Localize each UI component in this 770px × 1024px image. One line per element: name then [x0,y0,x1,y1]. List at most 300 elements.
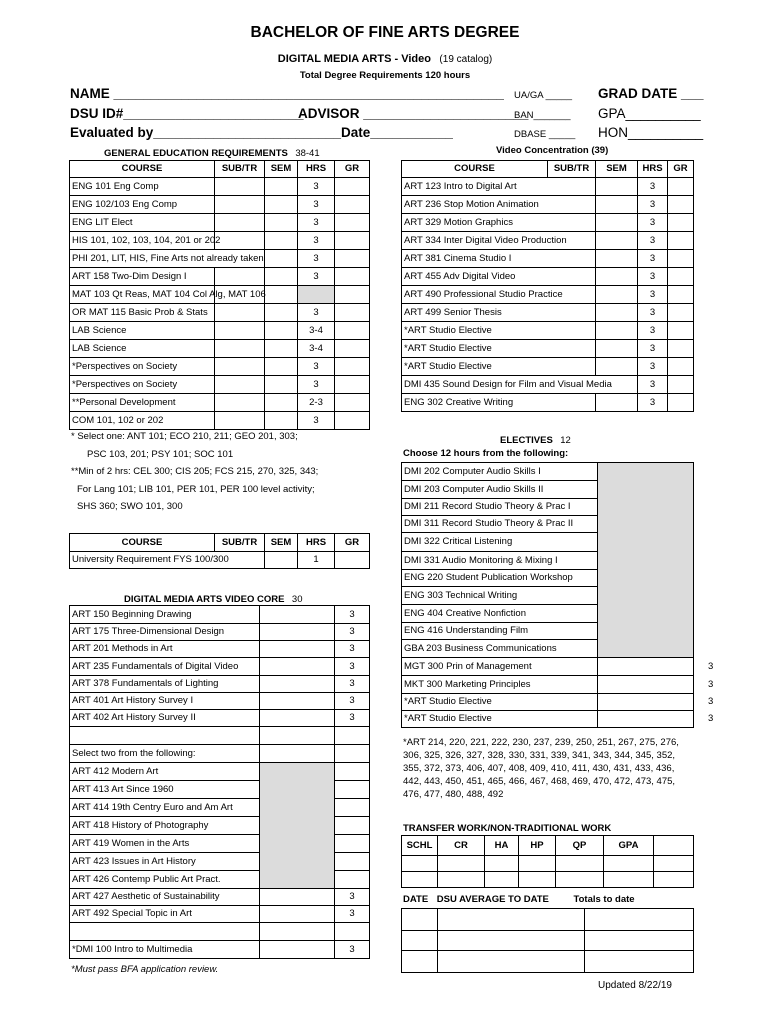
hrs-cell: 2-3 [298,394,335,412]
hrs-cell: 3 [335,641,370,658]
hrs-cell: 3 [335,693,370,710]
table-row [70,676,370,693]
course-cell: *ART Studio Elective [402,322,548,340]
catalog-year: (19 catalog) [439,54,493,65]
name-field[interactable]: NAME ____________________________________________________ [70,86,504,101]
sem-cell[interactable] [265,196,298,214]
subtr-cell[interactable] [215,196,265,214]
table-row [70,727,370,745]
gen-ed-note-line: SHS 360; SWO 101, 300 [77,501,183,512]
course-cell: DMI 322 Critical Listening [402,533,598,552]
subtr-header: SUB/TR [215,534,265,552]
hrs-cell: 3 [298,304,335,322]
hrs-cell: 3 [298,268,335,286]
hrs-cell [335,745,370,763]
course-cell: ENG 302 Creative Writing [402,394,548,412]
hrs-cell [335,727,370,745]
table-row [70,606,370,624]
table-row [70,710,370,727]
subtr-cell[interactable] [215,214,265,232]
table-row [402,463,694,481]
sem-cell[interactable] [265,322,298,340]
table-row [402,694,694,711]
course-cell: *ART Studio Elective [402,711,598,728]
sem-cell[interactable] [265,552,298,569]
gr-header: GR [335,534,370,552]
grade-cell[interactable] [335,412,370,430]
hrs-cell: 3 [638,394,668,412]
course-cell: OR MAT 115 Basic Prob & Stats [70,304,215,322]
table-header-row [402,836,694,856]
table-row [70,889,370,906]
subtr-cell[interactable] [215,268,265,286]
blank-cell [654,836,694,856]
qp-header: QP [556,836,604,856]
hrs-cell: 3 [298,250,335,268]
cr-header: CR [438,836,485,856]
table-row [402,340,694,358]
table-row [402,909,694,931]
concentration-title: Video Concentration (39) [496,145,609,156]
video-core-table [69,605,370,959]
hrs-cell: 3 [335,606,370,624]
course-cell: ART 427 Aesthetic of Sustainability [70,889,260,906]
hrs-cell: 3 [598,676,694,694]
gen-ed-note-line: PSC 103, 201; PSY 101; SOC 101 [87,448,234,460]
table-row [70,624,370,641]
grade-cell[interactable] [668,196,694,214]
sem-cell[interactable] [596,304,638,322]
course-cell: MAT 103 Qt Reas, MAT 104 Col Alg, MAT 106 [70,286,215,304]
entry-cell[interactable] [438,856,485,872]
gen-ed-note-line: **Min of 2 hrs: CEL 300; CIS 205; FCS 215, 270, 325, 343; [71,466,319,477]
subtr-cell[interactable] [215,376,265,394]
course-cell: DMI 331 Audio Monitoring & Mixing I [402,552,598,570]
subtr-cell[interactable] [548,178,596,196]
grade-cell[interactable] [668,178,694,196]
table-row [402,268,694,286]
hrs-cell: 3 [335,941,370,959]
sem-cell[interactable] [596,322,638,340]
hrs-cell: 3 [638,322,668,340]
grade-cell[interactable] [668,340,694,358]
sem-cell[interactable] [265,268,298,286]
subtr-cell[interactable] [548,358,596,376]
entry-cell[interactable] [402,909,438,931]
course-cell: DMI 211 Record Studio Theory & Prac I [402,499,598,516]
table-header-row [70,161,370,178]
course-cell: DMI 435 Sound Design for Film and Visual Media [402,376,638,394]
table-row [402,322,694,340]
hrs-cell: 3 [638,214,668,232]
grade-cell[interactable] [260,641,335,658]
course-cell: ART 201 Methods in Art [70,641,260,658]
entry-cell[interactable] [654,856,694,872]
gpa-header: GPA [604,836,654,856]
sem-cell[interactable] [265,358,298,376]
subtr-cell[interactable] [548,196,596,214]
course-cell: ART 334 Inter Digital Video Production [402,232,548,250]
table-row [70,376,370,394]
hrs-cell: 3 [298,358,335,376]
ban-field[interactable]: BAN_______ [514,110,571,121]
grade-cell[interactable] [668,214,694,232]
totals-to-date-header: Totals to date [573,894,635,905]
hrs-cell: 3-4 [298,322,335,340]
studio-note-line: 442, 443, 450, 451, 465, 466, 467, 468, 469, 470, 472, 473, 475, [403,776,676,787]
course-cell: *ART Studio Elective [402,340,548,358]
sem-cell[interactable] [265,178,298,196]
table-row [402,658,694,676]
entry-cell[interactable] [402,951,438,973]
gen-ed-note-line: * Select one: ANT 101; ECO 210, 211; GEO 201, 303; [71,431,298,442]
table-row [402,196,694,214]
course-cell [70,923,260,941]
hrs-cell: 3 [335,658,370,676]
grade-cell[interactable] [260,941,335,959]
grade-cell[interactable] [335,250,370,268]
course-cell: MGT 300 Prin of Management [402,658,598,676]
entry-cell[interactable] [438,909,585,931]
table-row [70,941,370,959]
course-cell: ART 175 Three-Dimensional Design [70,624,260,641]
table-row [70,268,370,286]
sem-cell[interactable] [596,232,638,250]
course-cell: ART 412 Modern Art [70,763,260,781]
entry-cell[interactable] [556,856,604,872]
video-core-hours: 30 [291,594,303,605]
entry-cell[interactable] [604,872,654,888]
grade-cell[interactable] [668,250,694,268]
transfer-title: TRANSFER WORK/NON-TRADITIONAL WORK [403,823,612,834]
course-header: COURSE [70,161,215,178]
hrs-cell [335,871,370,889]
entry-cell[interactable] [654,872,694,888]
grade-cell[interactable] [335,214,370,232]
subtr-cell[interactable] [548,214,596,232]
grade-cell[interactable] [668,376,694,394]
grade-cell[interactable] [335,322,370,340]
core-footnote: *Must pass BFA application review. [71,964,219,975]
gr-header: GR [668,161,694,178]
table-row [70,304,370,322]
hrs-cell [335,923,370,941]
table-row [402,304,694,322]
grade-cell[interactable] [668,304,694,322]
electives-hours: 12 [560,435,571,446]
sem-cell[interactable] [265,376,298,394]
table-row [402,286,694,304]
grade-cell[interactable] [260,710,335,727]
concentration-table [401,160,694,412]
table-row [402,376,694,394]
grade-cell[interactable] [260,658,335,676]
sem-cell[interactable] [265,286,298,304]
grade-cell[interactable] [668,268,694,286]
ha-header: HA [485,836,519,856]
table-row [70,322,370,340]
subtr-cell[interactable] [548,304,596,322]
course-cell: ENG 102/103 Eng Comp [70,196,215,214]
grade-cell[interactable] [668,394,694,412]
course-cell: ART 499 Senior Thesis [402,304,548,322]
hrs-cell: 3 [598,694,694,711]
hp-header: HP [519,836,556,856]
entry-cell[interactable] [519,856,556,872]
subtr-cell[interactable] [215,340,265,358]
table-row [70,196,370,214]
dsu-id-field[interactable]: DSU ID#________________________ [70,106,304,121]
subtr-cell[interactable] [215,358,265,376]
subtr-cell[interactable] [215,412,265,430]
grade-cell[interactable] [668,322,694,340]
sem-cell[interactable] [596,214,638,232]
course-cell: Select two from the following: [70,745,260,763]
sem-cell[interactable] [596,250,638,268]
table-row [70,340,370,358]
grade-cell[interactable] [260,693,335,710]
table-row [70,693,370,710]
grade-cell[interactable] [668,286,694,304]
electives-choose: Choose 12 hours from the following: [403,448,569,459]
course-cell: COM 101, 102 or 202 [70,412,215,430]
hrs-cell: 3 [298,196,335,214]
subtr-cell[interactable] [548,250,596,268]
studio-elective-note [403,736,679,801]
course-cell: *DMI 100 Intro to Multimedia [70,941,260,959]
course-cell: **Personal Development [70,394,215,412]
hrs-cell: 1 [298,552,335,569]
course-cell: DMI 202 Computer Audio Skills I [402,463,598,481]
sem-cell[interactable] [596,178,638,196]
grade-cell[interactable] [260,727,335,745]
hrs-cell: 3 [638,304,668,322]
hrs-cell [335,799,370,817]
entry-cell[interactable] [585,951,694,973]
course-cell: ART 235 Fundamentals of Digital Video [70,658,260,676]
hrs-cell: 3 [638,358,668,376]
table-row [402,250,694,268]
subtr-cell[interactable] [215,304,265,322]
table-row [402,394,694,412]
sem-cell[interactable] [265,232,298,250]
grade-cell[interactable] [260,606,335,624]
hrs-cell [335,835,370,853]
course-cell: ENG LIT Elect [70,214,215,232]
sem-cell[interactable] [596,358,638,376]
sem-cell[interactable] [596,340,638,358]
table-header-row [402,161,694,178]
hrs-header: HRS [298,161,335,178]
sem-cell[interactable] [265,250,298,268]
table-row [402,232,694,250]
dbase-field[interactable]: DBASE _____ [514,129,576,140]
hrs-cell: 3 [335,889,370,906]
entry-cell[interactable] [402,872,438,888]
table-row [70,745,370,763]
transfer-table [401,835,694,888]
grade-cell[interactable] [335,358,370,376]
course-cell: PHI 201, LIT, HIS, Fine Arts not already taken [70,250,215,268]
course-cell: MKT 300 Marketing Principles [402,676,598,694]
course-cell: ART 414 19th Centry Euro and Am Art [70,799,260,817]
grade-cell[interactable] [668,232,694,250]
sem-cell[interactable] [596,196,638,214]
grade-cell[interactable] [335,340,370,358]
subtr-header: SUB/TR [548,161,596,178]
entry-cell[interactable] [604,856,654,872]
sem-cell[interactable] [265,214,298,232]
entry-cell[interactable] [402,931,438,951]
table-row [70,394,370,412]
subtr-cell[interactable] [215,232,265,250]
grade-cell[interactable] [260,923,335,941]
grade-cell[interactable] [260,906,335,923]
grade-cell[interactable] [335,196,370,214]
updated-date: Updated 8/22/19 [598,980,672,991]
grade-cell[interactable] [260,676,335,693]
studio-note-line: 355, 372, 373, 406, 407, 408, 409, 410, 411, 430, 431, 433, 436, [403,763,675,774]
course-cell: ENG 303 Technical Writing [402,587,598,605]
course-cell [70,727,260,745]
course-cell: ART 329 Motion Graphics [402,214,548,232]
advisor-field[interactable]: ADVISOR ______________________ [298,106,529,121]
course-cell: ART 402 Art History Survey II [70,710,260,727]
subtr-cell[interactable] [548,322,596,340]
course-cell: University Requirement FYS 100/300 [70,552,215,569]
evaluated-by-field[interactable]: Evaluated by_________________________Date___________ [70,125,453,140]
sem-cell[interactable] [265,340,298,358]
grade-cell[interactable] [335,178,370,196]
subtr-cell[interactable] [215,394,265,412]
grade-cell[interactable] [335,376,370,394]
entry-cell[interactable] [438,872,485,888]
entry-cell[interactable] [438,951,585,973]
grad-date-field[interactable]: GRAD DATE ___ [598,86,704,101]
gen-ed-title: GENERAL EDUCATION REQUIREMENTS [104,148,288,159]
subtr-cell[interactable] [215,322,265,340]
date-header: DATE [403,894,429,905]
document-title: BACHELOR OF FINE ARTS DEGREE [250,24,520,41]
studio-note-line: 306, 325, 326, 327, 328, 330, 331, 339, 341, 343, 344, 345, 352, [403,750,676,761]
grade-cell[interactable] [335,552,370,569]
entry-cell[interactable] [402,856,438,872]
sem-cell[interactable] [596,268,638,286]
subtr-cell[interactable] [548,394,596,412]
table-row [70,658,370,676]
table-row [70,906,370,923]
sem-cell[interactable] [265,394,298,412]
electives-title: ELECTIVES [500,435,553,446]
hrs-cell [335,763,370,781]
grade-cell[interactable] [335,394,370,412]
course-cell: ART 492 Special Topic in Art [70,906,260,923]
table-row [70,286,370,304]
ua-ga-field[interactable]: UA/GA _____ [514,90,573,101]
course-header: COURSE [402,161,548,178]
grade-cell[interactable] [335,304,370,322]
hrs-cell: 3 [298,214,335,232]
hrs-header: HRS [298,534,335,552]
table-row [402,676,694,694]
gpa-field[interactable]: GPA__________ [598,106,701,121]
table-row [402,178,694,196]
course-cell: ART 455 Adv Digital Video [402,268,548,286]
hrs-cell: 3 [638,268,668,286]
hrs-cell: 3 [638,250,668,268]
entry-cell[interactable] [438,931,585,951]
shaded-cell [598,463,694,658]
hon-field[interactable]: HON__________ [598,125,704,140]
course-cell: ART 423 Issues in Art History [70,853,260,871]
course-cell: *Perspectives on Society [70,358,215,376]
electives-title-line [500,430,571,448]
hrs-cell [335,853,370,871]
course-cell: ART 150 Beginning Drawing [70,606,260,624]
schl-header: SCHL [402,836,438,856]
table-header-row [70,534,370,552]
grade-cell[interactable] [668,358,694,376]
course-cell: LAB Science [70,340,215,358]
sem-cell[interactable] [596,286,638,304]
course-cell: ART 236 Stop Motion Animation [402,196,548,214]
sem-cell[interactable] [596,394,638,412]
grade-cell[interactable] [335,268,370,286]
grade-cell[interactable] [335,286,370,304]
hrs-cell: 3 [638,178,668,196]
total-degree-requirements: Total Degree Requirements 120 hours [299,70,471,81]
hrs-cell: 3 [638,376,668,394]
table-row [70,250,370,268]
subtr-cell[interactable] [215,178,265,196]
hrs-cell: 3 [335,676,370,693]
entry-cell[interactable] [485,856,519,872]
sem-cell[interactable] [265,412,298,430]
table-row [70,923,370,941]
sem-header: SEM [596,161,638,178]
entry-cell[interactable] [519,872,556,888]
sem-cell[interactable] [265,304,298,322]
course-cell: ART 378 Fundamentals of Lighting [70,676,260,693]
entry-cell[interactable] [485,872,519,888]
course-cell: ENG 404 Creative Nonfiction [402,605,598,623]
studio-note-line: 476, 477, 480, 488, 492 [403,789,504,800]
hrs-cell: 3 [598,658,694,676]
electives-table [401,462,714,728]
grade-cell[interactable] [260,624,335,641]
course-cell: ART 418 History of Photography [70,817,260,835]
course-cell: ENG 101 Eng Comp [70,178,215,196]
table-row [402,872,694,888]
subtr-cell[interactable] [548,340,596,358]
course-cell: ART 381 Cinema Studio I [402,250,548,268]
grade-cell[interactable] [260,745,335,763]
grade-cell[interactable] [260,889,335,906]
grade-cell[interactable] [335,232,370,250]
university-requirement-table [69,533,370,569]
subtr-cell[interactable] [548,268,596,286]
dsu-average-headers [403,894,635,905]
course-cell: ART 123 Intro to Digital Art [402,178,548,196]
gen-ed-table [69,160,370,430]
entry-cell[interactable] [556,872,604,888]
course-cell: ART 426 Contemp Public Art Pract. [70,871,260,889]
table-row [402,214,694,232]
entry-cell[interactable] [585,931,694,951]
shaded-cell [260,763,335,889]
table-row [70,358,370,376]
entry-cell[interactable] [585,909,694,931]
